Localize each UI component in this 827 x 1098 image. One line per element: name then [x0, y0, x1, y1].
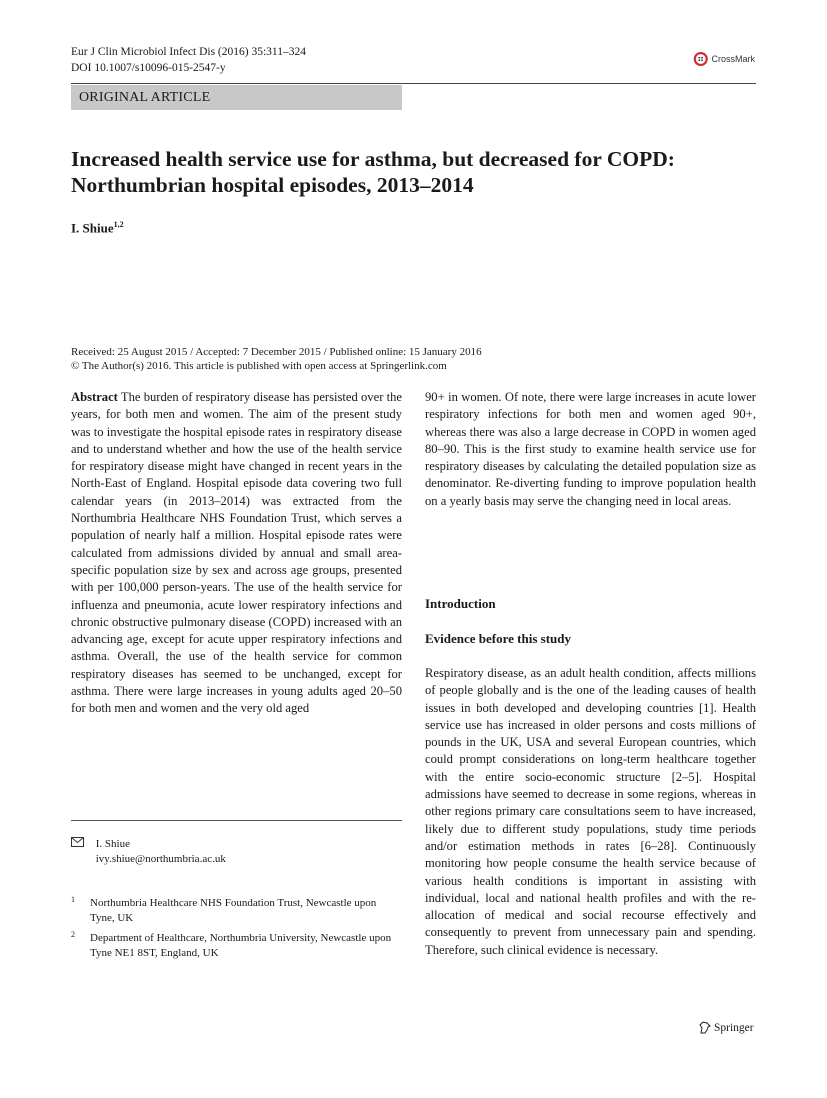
received-accepted-published: Received: 25 August 2015 / Accepted: 7 December 2015 / Published online: 15 January 2016	[71, 346, 482, 358]
springer-horse-icon	[699, 1021, 711, 1034]
header-rule	[71, 83, 756, 84]
section-heading-introduction: Introduction	[425, 596, 496, 611]
copyright-line	[71, 359, 482, 373]
introduction-paragraph: Respiratory disease, as an adult health condition, affects millions of people globally and is the one of the leading causes of health issues in both developed and developing countries [1]. Health service use has increased in older persons and costs millions of pounds in the UK, USA and several European countries, which could prompt considerations on long-term healthcare together with the entire socio-economic structure [2–5]. Hospital admissions have seemed to decrease in some regions, whereas in other regions primary care consultations seem to have increased, likely due to different study populations, study time periods and/or estimation methods in rates [6–28]. Continuously monitoring how people consume the health service because of various health conditions is important in assisting with individual, local and national health profiles and with the re-allocation of medical and social recourse effectively and consequently to prevent from unnecessary pain and spending. Therefore, such clinical evidence is necessary.	[425, 666, 756, 957]
crossmark-icon	[693, 48, 708, 70]
affiliation-number: 2	[71, 930, 75, 939]
footnote-rule	[71, 820, 402, 821]
abstract-text-part2: 90+ in women. Of note, there were large increases in acute lower respiratory infections for both men and women aged 90+, whereas there was also a large decrease in COPD in women aged 80–90. This is the first study to examine health service use for respiratory diseases by calculating the detailed population size as denominator. Re-diverting funding to improve population health on a yearly basis may serve the changing need in local areas.	[425, 390, 756, 508]
affiliation-1	[71, 896, 402, 925]
abstract-text-part1: The burden of respiratory disease has persisted over the years, for both men and women. The aim of the present study was to investigate the hospital episode rates in respiratory disease and to understand whether and how the use of the health service for respiratory disease might have changed in recent years in the North-East of England. Hospital episode data covering two full calendar years (in 2013–2014) was extracted from the Northumbria Healthcare NHS Foundation Trust, which serves a population of nearly half a million. Hospital episode rates were calculated from admissions divided by annual and small area-specific population size by sex and across age groups, presented with per 100,000 person-years. The use of the health service for influenza and pneumonia, acute lower respiratory infections and chronic obstructive pulmonary disease (COPD) increased with an advancing age, except for acute upper respiratory infections and asthma. Overall, the use of the health service for common respiratory diseases has seemed to be unchanged, except for asthma. There were large increases in young adults aged 20–50 for both men and women and the very old aged	[71, 390, 403, 716]
envelope-icon	[71, 837, 85, 852]
abstract-label: Abstract	[71, 390, 118, 404]
publication-dates	[71, 345, 482, 373]
introduction-body	[425, 665, 756, 959]
journal-header	[71, 44, 306, 76]
title-line-1: Increased health service use for asthma, but decreased for COPD:	[71, 147, 675, 171]
author-affiliation-marks: 1,2	[113, 220, 124, 229]
crossmark-badge[interactable]	[693, 46, 755, 72]
doi: DOI 10.1007/s10096-015-2547-y	[71, 62, 226, 74]
subsection-heading-evidence: Evidence before this study	[425, 631, 572, 646]
abstract-left-column	[71, 389, 402, 718]
author-line[interactable]	[71, 220, 124, 236]
affiliation-text: Northumbria Healthcare NHS Foundation Trust, Newcastle upon Tyne, UK	[90, 897, 377, 924]
author-name[interactable]: I. Shiue	[71, 220, 114, 236]
affiliation-text: Department of Healthcare, Northumbria University, Newcastle upon Tyne NE1 8ST, England, UK	[90, 932, 392, 959]
title-line-2: Northumbrian hospital episodes, 2013–2014	[71, 173, 474, 197]
copyright-text: The Author(s) 2016. This article is published with open access at Springerlink.com	[81, 360, 447, 372]
correspondence-email[interactable]: ivy.shiue@northumbria.ac.uk	[95, 852, 226, 865]
article-title	[71, 146, 761, 198]
publisher-name: Springer	[714, 1021, 754, 1034]
article-type-banner: ORIGINAL ARTICLE	[71, 85, 402, 110]
correspondence-block	[71, 837, 226, 866]
crossmark-label: CrossMark	[711, 54, 755, 64]
correspondence-name: I. Shiue	[95, 838, 130, 850]
affiliation-number: 1	[71, 895, 75, 904]
copyright-symbol: ©	[71, 360, 80, 372]
journal-citation: Eur J Clin Microbiol Infect Dis (2016) 35:311–324	[71, 46, 306, 58]
affiliation-2	[71, 931, 402, 960]
abstract-right-column	[425, 389, 756, 510]
publisher-logo	[699, 1021, 754, 1034]
